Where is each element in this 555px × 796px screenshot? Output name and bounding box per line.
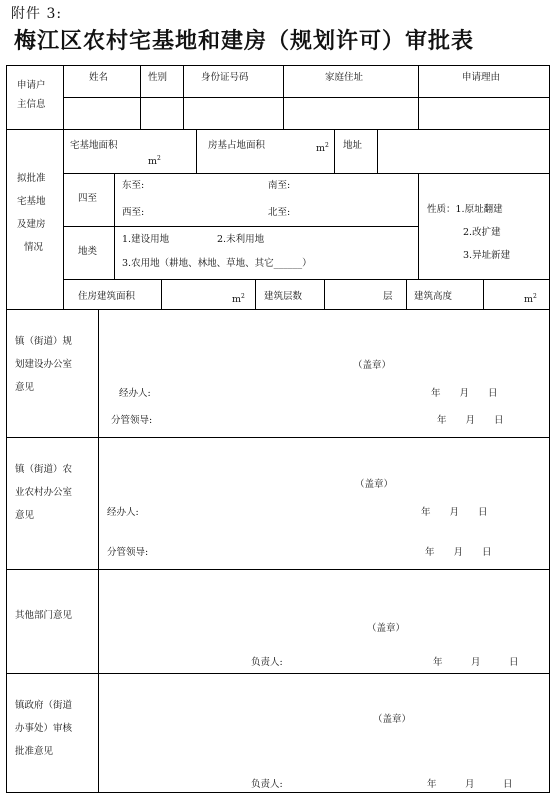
col-header-home-address: 家庭住址 xyxy=(325,72,364,83)
planning-handler-date: 年 月 日 xyxy=(431,388,498,399)
col-header-name: 姓名 xyxy=(89,72,109,83)
town-label-line1: 镇政府（街道 xyxy=(15,700,73,711)
col-header-id-number: 身份证号码 xyxy=(201,72,249,83)
agri-label-line3: 意见 xyxy=(15,510,35,521)
agri-seal: （盖章） xyxy=(355,479,394,490)
planning-label-line3: 意见 xyxy=(15,382,35,393)
other-dept-seal: （盖章） xyxy=(367,623,406,634)
town-label-line2: 办事处）审核 xyxy=(15,723,73,734)
col-header-gender: 性别 xyxy=(148,72,168,83)
annex-label: 附件 3: xyxy=(11,6,63,22)
unit-m: m xyxy=(148,156,158,168)
land-option-construction: 1.建设用地 xyxy=(122,234,170,245)
proposed-label-line4: 情况 xyxy=(24,242,44,253)
south-boundary-label: 南至: xyxy=(268,180,291,191)
agri-leader-date: 年 月 日 xyxy=(425,547,492,558)
applicant-label-line1: 申请户 xyxy=(17,80,46,91)
other-dept-label: 其他部门意见 xyxy=(15,610,73,621)
height-unit xyxy=(524,290,537,306)
unit-superscript: 2 xyxy=(157,155,161,162)
land-option-unused: 2.未利用地 xyxy=(217,234,265,245)
agri-handler-label: 经办人: xyxy=(107,507,139,518)
proposed-label-line1: 拟批准 xyxy=(17,173,46,184)
planning-leader-label: 分管领导: xyxy=(111,415,153,426)
unit-m: m xyxy=(524,294,534,306)
proposed-label-line2: 宅基地 xyxy=(17,196,46,207)
east-boundary-label: 东至: xyxy=(122,180,145,191)
nature-option-rebuild: 性质：1.原址翻建 xyxy=(427,204,503,215)
boundaries-label: 四至 xyxy=(78,193,98,204)
town-label-line3: 批准意见 xyxy=(15,746,54,757)
agri-label-line2: 业农村办公室 xyxy=(15,487,73,498)
planning-label-line1: 镇（街道）规 xyxy=(15,336,73,347)
floor-area-label: 住房建筑面积 xyxy=(78,291,136,302)
unit-superscript: 2 xyxy=(533,293,537,300)
unit-m: m xyxy=(316,143,326,155)
form-title: 梅江区农村宅基地和建房（规划许可）审批表 xyxy=(14,28,475,54)
homestead-area-unit xyxy=(148,152,161,168)
agri-leader-label: 分管领导: xyxy=(107,547,149,558)
nature-option-expand: 2.改扩建 xyxy=(463,227,501,238)
planning-leader-date: 年 月 日 xyxy=(437,415,504,426)
location-label: 地址 xyxy=(343,140,363,151)
floor-area-unit xyxy=(232,290,245,306)
col-header-reason: 申请理由 xyxy=(462,72,501,83)
north-boundary-label: 北至: xyxy=(268,207,291,218)
unit-m: m xyxy=(232,294,242,306)
other-dept-responsible-label: 负责人: xyxy=(251,657,283,668)
west-boundary-label: 西至: xyxy=(122,207,145,218)
unit-superscript: 2 xyxy=(241,293,245,300)
floors-label: 建筑层数 xyxy=(264,291,303,302)
agri-label-line1: 镇（街道）农 xyxy=(15,464,73,475)
floors-unit: 层 xyxy=(383,291,393,302)
town-seal: （盖章） xyxy=(373,714,412,725)
house-footprint-label: 房基占地面积 xyxy=(208,140,266,151)
applicant-label-line2: 主信息 xyxy=(17,99,46,110)
house-footprint-unit xyxy=(316,139,329,155)
nature-option-new-site: 3.异址新建 xyxy=(463,250,511,261)
planning-seal: （盖章） xyxy=(353,360,392,371)
planning-handler-label: 经办人: xyxy=(119,388,151,399)
unit-superscript: 2 xyxy=(325,142,329,149)
town-date: 年 月 日 xyxy=(427,779,513,790)
height-label: 建筑高度 xyxy=(414,291,453,302)
other-dept-date: 年 月 日 xyxy=(433,657,519,668)
proposed-label-line3: 及建房 xyxy=(17,219,46,230)
planning-label-line2: 划建设办公室 xyxy=(15,359,73,370)
land-type-label: 地类 xyxy=(78,246,98,257)
land-option-agricultural: 3.农用地（耕地、林地、草地、其它______） xyxy=(122,258,312,269)
agri-handler-date: 年 月 日 xyxy=(421,507,488,518)
town-responsible-label: 负责人: xyxy=(251,779,283,790)
homestead-area-label: 宅基地面积 xyxy=(70,140,118,151)
